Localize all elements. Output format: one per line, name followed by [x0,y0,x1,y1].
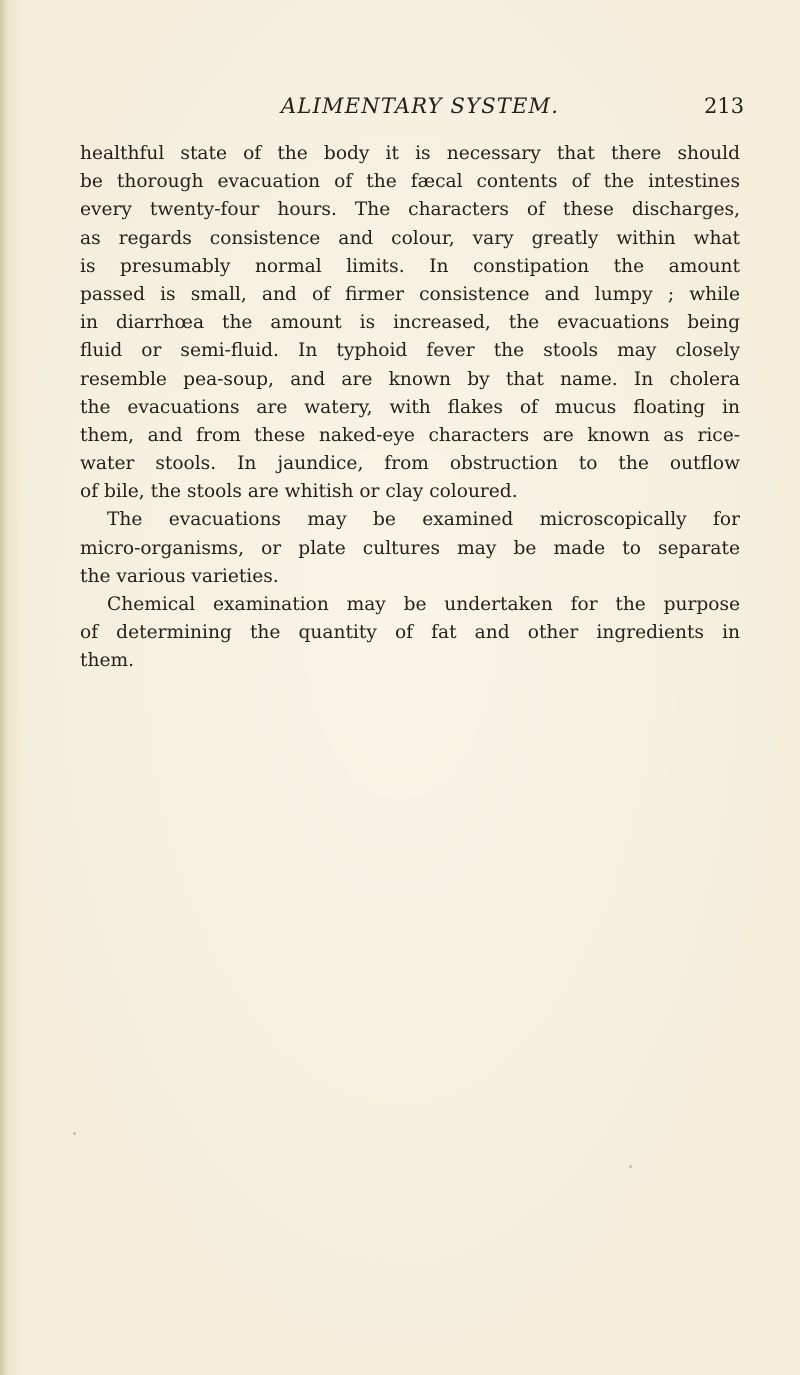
paragraph-3 [80,591,740,676]
text-line: as regards consistence and colour, vary greatly within what [80,227,740,249]
text-line: the evacuations are watery, with flakes of mucus floating in [80,396,740,418]
text-line: is presumably normal limits. In constipation the amount [80,255,740,277]
text-line: The evacuations may be examined microscopically for [107,509,740,531]
text-line: passed is small, and of firmer consistence and lumpy ; while [80,283,740,305]
text-line: healthful state of the body it is necessary that there should [80,143,740,164]
text-line: be thorough evacuation of the fæcal contents of the intestines [80,171,740,193]
text-line: micro-organisms, or plate cultures may be made to separate [80,537,740,559]
text-line: of bile, the stools are whitish or clay coloured. [80,481,518,503]
paragraph-1 [80,140,740,506]
page-number: 213 [704,94,745,118]
text-line: them. [80,650,134,672]
body-text [80,140,740,676]
paragraph-2 [80,506,740,591]
text-line: the various varieties. [80,565,279,587]
header-title: ALIMENTARY SYSTEM. [281,94,560,118]
text-line: Chemical examination may be undertaken for the purpose [107,594,740,615]
paper-speck [73,1132,76,1135]
text-line: them, and from these naked-eye characters are known as rice- [80,424,740,446]
text-line: resemble pea-soup, and are known by that name. In cholera [80,368,740,390]
text-line: fluid or semi-fluid. In typhoid fever the stools may closely [80,340,740,362]
text-line: every twenty-four hours. The characters of these discharges, [80,199,740,221]
text-line: in diarrhœa the amount is increased, the evacuations being [80,312,740,334]
text-line: water stools. In jaundice, from obstruction to the outflow [80,453,740,475]
page-gutter-shadow [0,0,8,1375]
paper-speck [629,1165,632,1168]
running-head [0,92,800,124]
text-line: of determining the quantity of fat and other ingredients in [80,622,740,644]
